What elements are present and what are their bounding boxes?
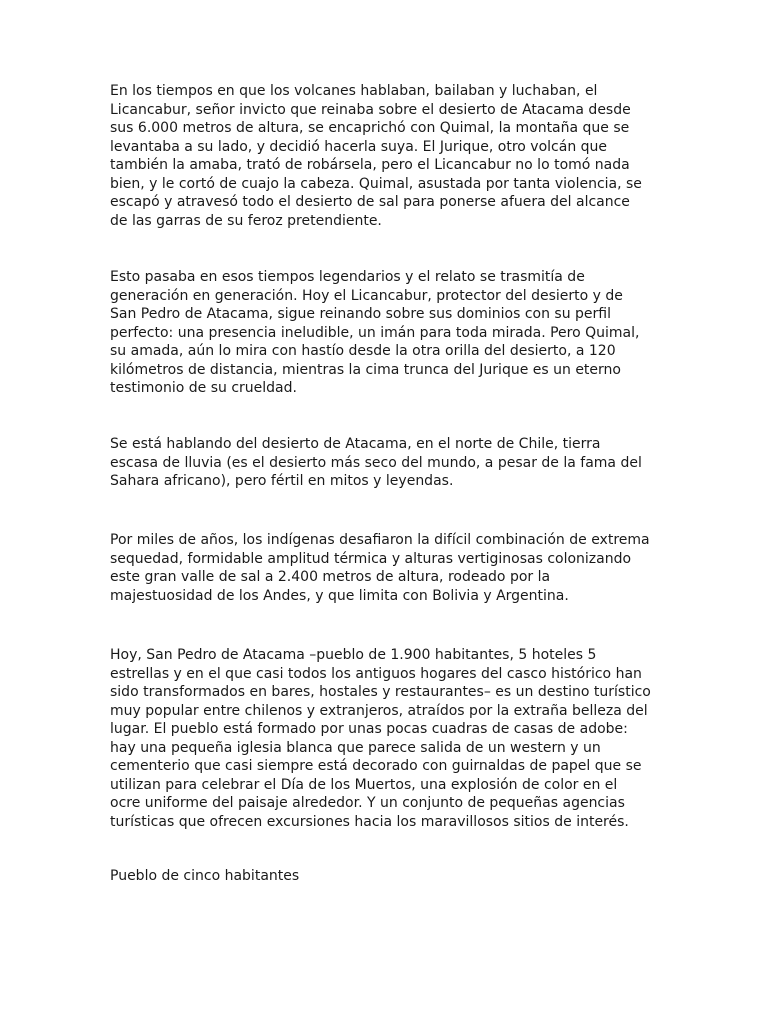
paragraph-indigenous-history: Por miles de años, los indígenas desafiaron la difícil combinación de extrema sequedad, formidable amplitud térmica y alturas vertiginosas colonizando este gran valle de sal a 2.400 metros de altura, rodeado por la majestuosidad de los Andes, y que limita con Bolivia y Argentina. bbox=[110, 532, 650, 604]
paragraph-atacama-desert: Se está hablando del desierto de Atacama, en el norte de Chile, tierra escasa de lluvia (es el desierto más seco del mundo, a pesar de la fama del Sahara africano), pero fértil en mitos y leyendas. bbox=[110, 436, 642, 489]
section-heading: Pueblo de cinco habitantes bbox=[110, 868, 300, 884]
paragraph-legend-today: Esto pasaba en esos tiempos legendarios y el relato se trasmitía de generación en generación. Hoy el Licancabur, protector del desierto y de San Pedro de Atacama, sigue reinando sobre sus dominios con su perfil perfecto: una presencia ineludible, un imán para toda mirada. Pero Quimal, su amada, aún lo mira con hastío desde la otra orilla del desierto, a 120 kilómetros de distancia, mientras la cima trunca del Jurique es un eterno testimonio de su crueldad. bbox=[110, 269, 640, 396]
paragraph-san-pedro-today: Hoy, San Pedro de Atacama –pueblo de 1.900 habitantes, 5 hoteles 5 estrellas y en el que casi todos los antiguos hogares del casco histórico han sido transformados en bares, hostales y restaurantes– es un destino turístico muy popular entre chilenos y extranjeros, atraídos por la extraña belleza del lugar. El pueblo está formado por unas pocas cuadras de casas de adobe: hay una pequeña iglesia blanca que parece salida de un western y un cementerio que casi siempre está decorado con guirnaldas de papel que se utilizan para celebrar el Día de los Muertos, una explosión de color en el ocre uniforme del paisaje alrededor. Y un conjunto de pequeñas agencias turísticas que ofrecen excursiones hacia los maravillosos sitios de interés. bbox=[110, 647, 651, 830]
paragraph-legend-volcanoes: En los tiempos en que los volcanes hablaban, bailaban y luchaban, el Licancabur, señor invicto que reinaba sobre el desierto de Atacama desde sus 6.000 metros de altura, se encaprichó con Quimal, la montaña que se levantaba a su lado, y decidió hacerla suya. El Jurique, otro volcán que también la amaba, trató de robársela, pero el Licancabur no lo tomó nada bien, y le cortó de cuajo la cabeza. Quimal, asustada por tanta violencia, se escapó y atravesó todo el desierto de sal para ponerse afuera del alcance de las garras de su feroz pretendiente. bbox=[110, 83, 642, 229]
